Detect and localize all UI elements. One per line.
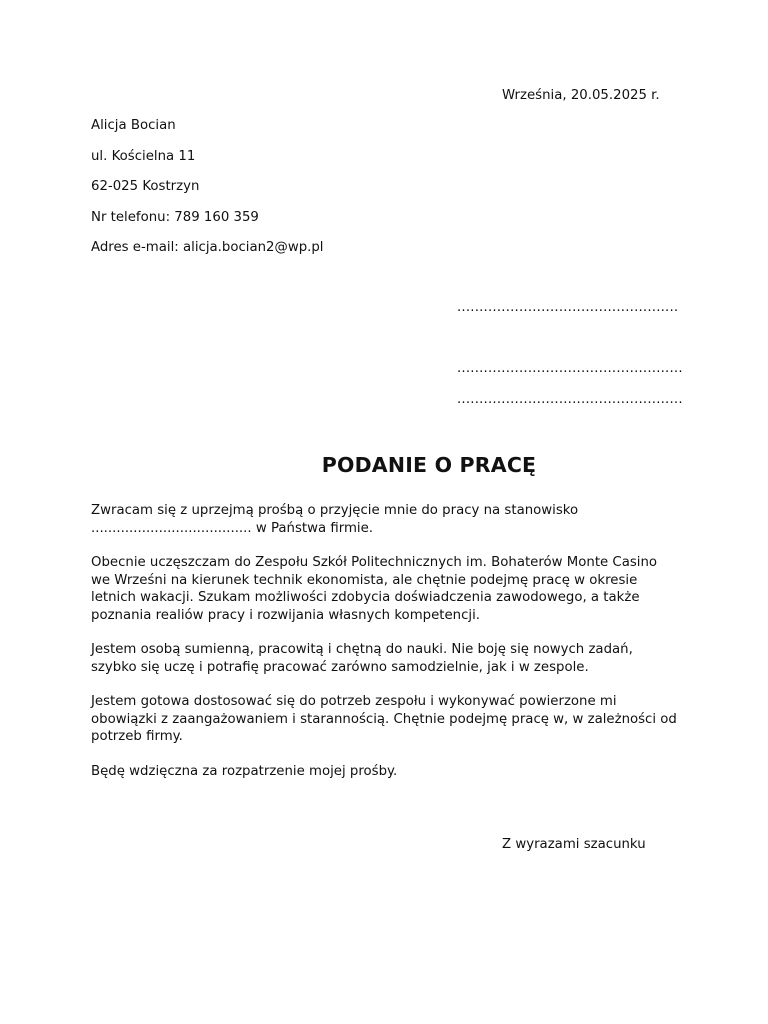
paragraph-line: poznania realiów pracy i rozwijania własnych kompetencji. [91,607,481,623]
paragraph-line: Będę wdzięczna za rozpatrzenie mojej prośby. [91,763,398,779]
paragraph-thanks [91,763,691,781]
paragraph-line: szybko się uczę i potrafię pracować zarówno samodzielnie, jak i w zespole. [91,659,589,675]
recipient-line-1: .................................................. [457,300,679,315]
paragraph-line: letnich wakacji. Szukam możliwości zdobycia doświadczenia zawodowego, a także [91,590,640,605]
letter-body [91,502,691,797]
sender-email: Adres e-mail: alicja.bocian2@wp.pl [91,240,324,255]
recipient-line-3: ................................................... [457,392,683,407]
paragraph-request [91,502,691,537]
paragraph-line: Jestem osobą sumienną, pracowitą i chętną do nauki. Nie boję się nowych zadań, [91,642,633,657]
sender-name: Alicja Bocian [91,118,176,133]
paragraph-line: Jestem gotowa dostosować się do potrzeb zespołu i wykonywać powierzone mi [91,694,617,709]
paragraph-line: Obecnie uczęszczam do Zespołu Szkół Politechnicznych im. Bohaterów Monte Casino [91,555,658,570]
sender-city: 62-025 Kostrzyn [91,179,200,194]
paragraph-line: we Wrześni na kierunek technik ekonomista, ale chętnie podejmę pracę w okresie [91,572,638,588]
paragraph-education [91,554,691,624]
paragraph-line: potrzeb firmy. [91,729,183,744]
paragraph-line: obowiązki z zaangażowaniem i starannością. Chętnie podejmę pracę w, w zależności od [91,711,677,727]
letter-title: PODANIE O PRACĘ [321,453,537,477]
paragraph-availability [91,693,691,746]
place-date: Września, 20.05.2025 r. [502,88,660,103]
closing-phrase: Z wyrazami szacunku [502,837,646,852]
sender-phone: Nr telefonu: 789 160 359 [91,209,259,225]
sender-block [91,117,324,270]
paragraph-line: ...................................... w Państwa firmie. [91,520,373,536]
sender-street: ul. Kościelna 11 [91,148,196,164]
recipient-line-2: ................................................... [457,361,683,376]
paragraph-line: Zwracam się z uprzejmą prośbą o przyjęcie mnie do pracy na stanowisko [91,503,579,518]
paragraph-qualities [91,641,691,676]
